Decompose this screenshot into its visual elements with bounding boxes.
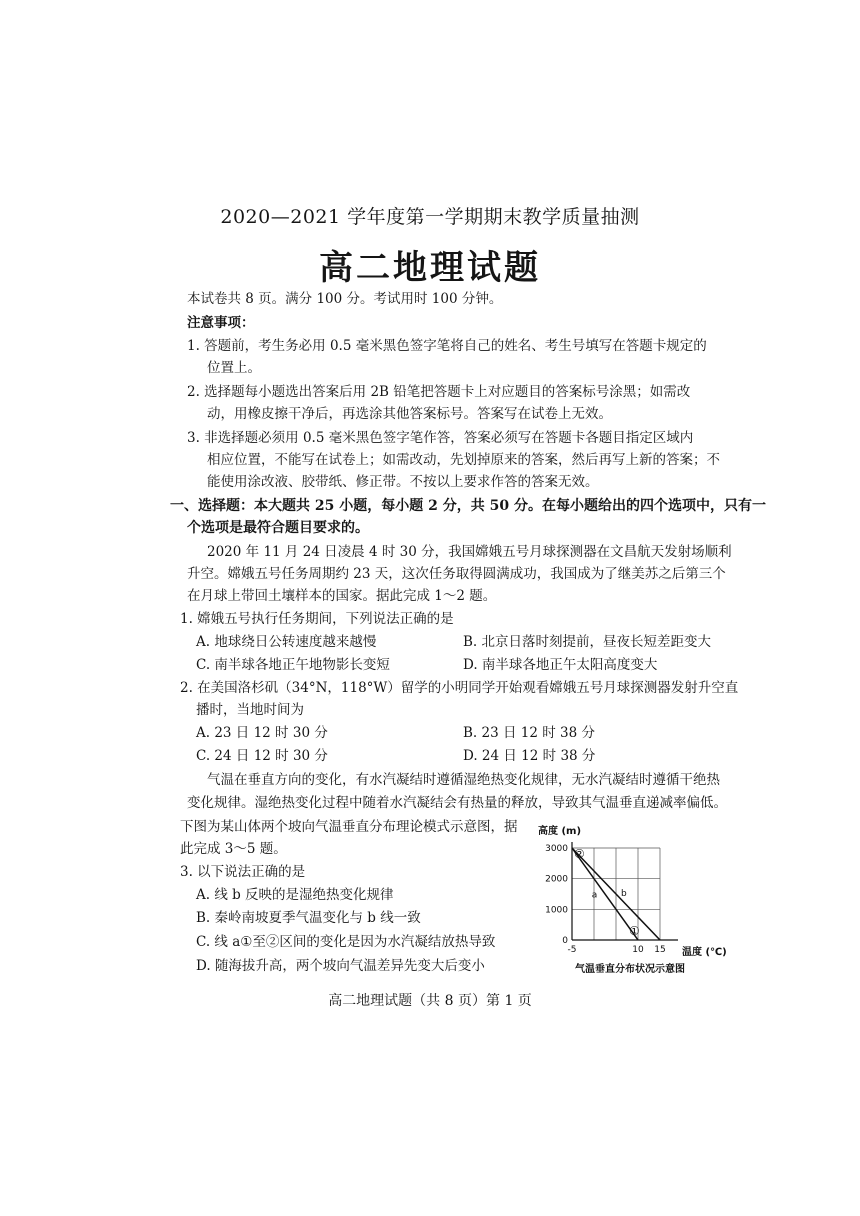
series-label-b: b [621, 889, 627, 899]
q2-stem-line-1: 2. 在美国洛杉矶（34°N，118°W）留学的小明同学开始观看嫦娥五号月球探测器发射升空直 [180, 680, 739, 696]
passage-2-line-4: 此完成 3～5 题。 [180, 841, 287, 857]
q3-option-a: A. 线 b 反映的是湿绝热变化规律 [196, 887, 394, 903]
note-2-line-1: 2. 选择题每小题选出答案后用 2B 铅笔把答题卡上对应题目的答案标号涂黑；如需改 [187, 384, 691, 400]
passage-2-line-3: 下图为某山体两个坡向气温垂直分布理论模式示意图，据 [180, 819, 518, 835]
exam-title: 高二地理试题 [319, 248, 541, 288]
q2-option-d: D. 24 日 12 时 38 分 [463, 748, 596, 764]
chart-markers [574, 847, 640, 938]
x-tick-label: 10 [632, 945, 644, 955]
q1-option-d: D. 南半球各地正午太阳高度变大 [463, 657, 658, 673]
q1-option-b: B. 北京日落时刻提前，昼夜长短差距变大 [463, 634, 712, 650]
passage-2-line-2: 变化规律。湿绝热变化过程中随着水汽凝结会有热量的释放，导致其气温垂直递减率偏低。 [187, 795, 727, 811]
series-label-a: a [591, 890, 598, 901]
q2-option-c: C. 24 日 12 时 30 分 [196, 748, 328, 764]
exam-year-heading: 2020—2021 学年度第一学期期末教学质量抽测 [220, 206, 640, 228]
note-2-line-2: 动，用橡皮擦干净后，再选涂其他答案标号。答案写在试卷上无效。 [207, 406, 612, 422]
chart-ticks [545, 844, 666, 955]
note-3-line-2: 相应位置，不能写在试卷上；如需改动，先划掉原来的答案，然后再写上新的答案；不 [207, 452, 720, 468]
q1-stem: 1. 嫦娥五号执行任务期间，下列说法正确的是 [180, 611, 454, 627]
y-tick-label: 3000 [545, 844, 568, 854]
note-1-line-2: 位置上。 [207, 360, 261, 376]
q3-option-c: C. 线 a①至②区间的变化是因为水汽凝结放热导致 [196, 934, 496, 950]
y-tick-label: 1000 [545, 905, 568, 916]
x-tick-label: 15 [654, 945, 666, 955]
q1-option-a: A. 地球绕日公转速度越来越慢 [196, 634, 377, 650]
passage-1-line-3: 在月球上带回土壤样本的国家。据此完成 1～2 题。 [187, 588, 497, 604]
note-1-line-1: 1. 答题前，考生务必用 0.5 毫米黑色签字笔将自己的姓名、考生号填写在答题卡规定的 [187, 338, 707, 354]
note-3-line-3: 能使用涂改液、胶带纸、修正带。不按以上要求作答的答案无效。 [207, 474, 599, 490]
notes-title: 注意事项： [187, 315, 255, 331]
chart-xlabel: 温度 (℃) [682, 947, 727, 958]
q3-option-d: D. 随海拔升高，两个坡向气温差异先变大后变小 [196, 958, 485, 974]
point-marker: ① [629, 923, 640, 938]
y-tick-label: 2000 [545, 874, 568, 885]
q3-option-b: B. 秦岭南坡夏季气温变化与 b 线一致 [196, 910, 421, 926]
section-1-title-line-1: 一、选择题：本大题共 25 小题，每小题 2 分，共 50 分。在每小题给出的四个选项中，只有一 [170, 498, 766, 514]
q2-option-b: B. 23 日 12 时 38 分 [463, 725, 595, 741]
passage-1-line-1: 2020 年 11 月 24 日凌晨 4 时 30 分，我国嫦娥五号月球探测器在文昌航天发射场顺利 [207, 544, 732, 560]
section-1-title-line-2: 个选项是最符合题目要求的。 [187, 520, 369, 536]
q2-option-a: A. 23 日 12 时 30 分 [196, 725, 328, 741]
q2-stem-line-2: 播时，当地时间为 [196, 702, 304, 718]
chart-ylabel: 高度 (m) [538, 826, 582, 837]
exam-info: 本试卷共 8 页。满分 100 分。考试用时 100 分钟。 [187, 291, 503, 307]
chart-title: 气温垂直分布状况示意图 [575, 964, 685, 975]
passage-1-line-2: 升空。嫦娥五号任务周期约 23 天，这次任务取得圆满成功，我国成为了继美苏之后第三个 [187, 566, 726, 582]
note-3-line-1: 3. 非选择题必须用 0.5 毫米黑色签字笔作答，答案必须写在答题卡各题目指定区域内 [187, 430, 694, 446]
y-tick-label: 0 [562, 936, 568, 946]
chart-svg [530, 820, 730, 980]
temperature-profile-chart [530, 820, 730, 980]
q3-stem: 3. 以下说法正确的是 [180, 864, 306, 880]
page-footer: 高二地理试题（共 8 页）第 1 页 [328, 993, 532, 1009]
q1-option-c: C. 南半球各地正午地物影长变短 [196, 657, 390, 673]
passage-2-line-1: 气温在垂直方向的变化，有水汽凝结时遵循湿绝热变化规律，无水汽凝结时遵循干绝热 [207, 772, 720, 788]
x-tick-label: -5 [567, 945, 577, 955]
point-marker: ② [574, 847, 585, 862]
